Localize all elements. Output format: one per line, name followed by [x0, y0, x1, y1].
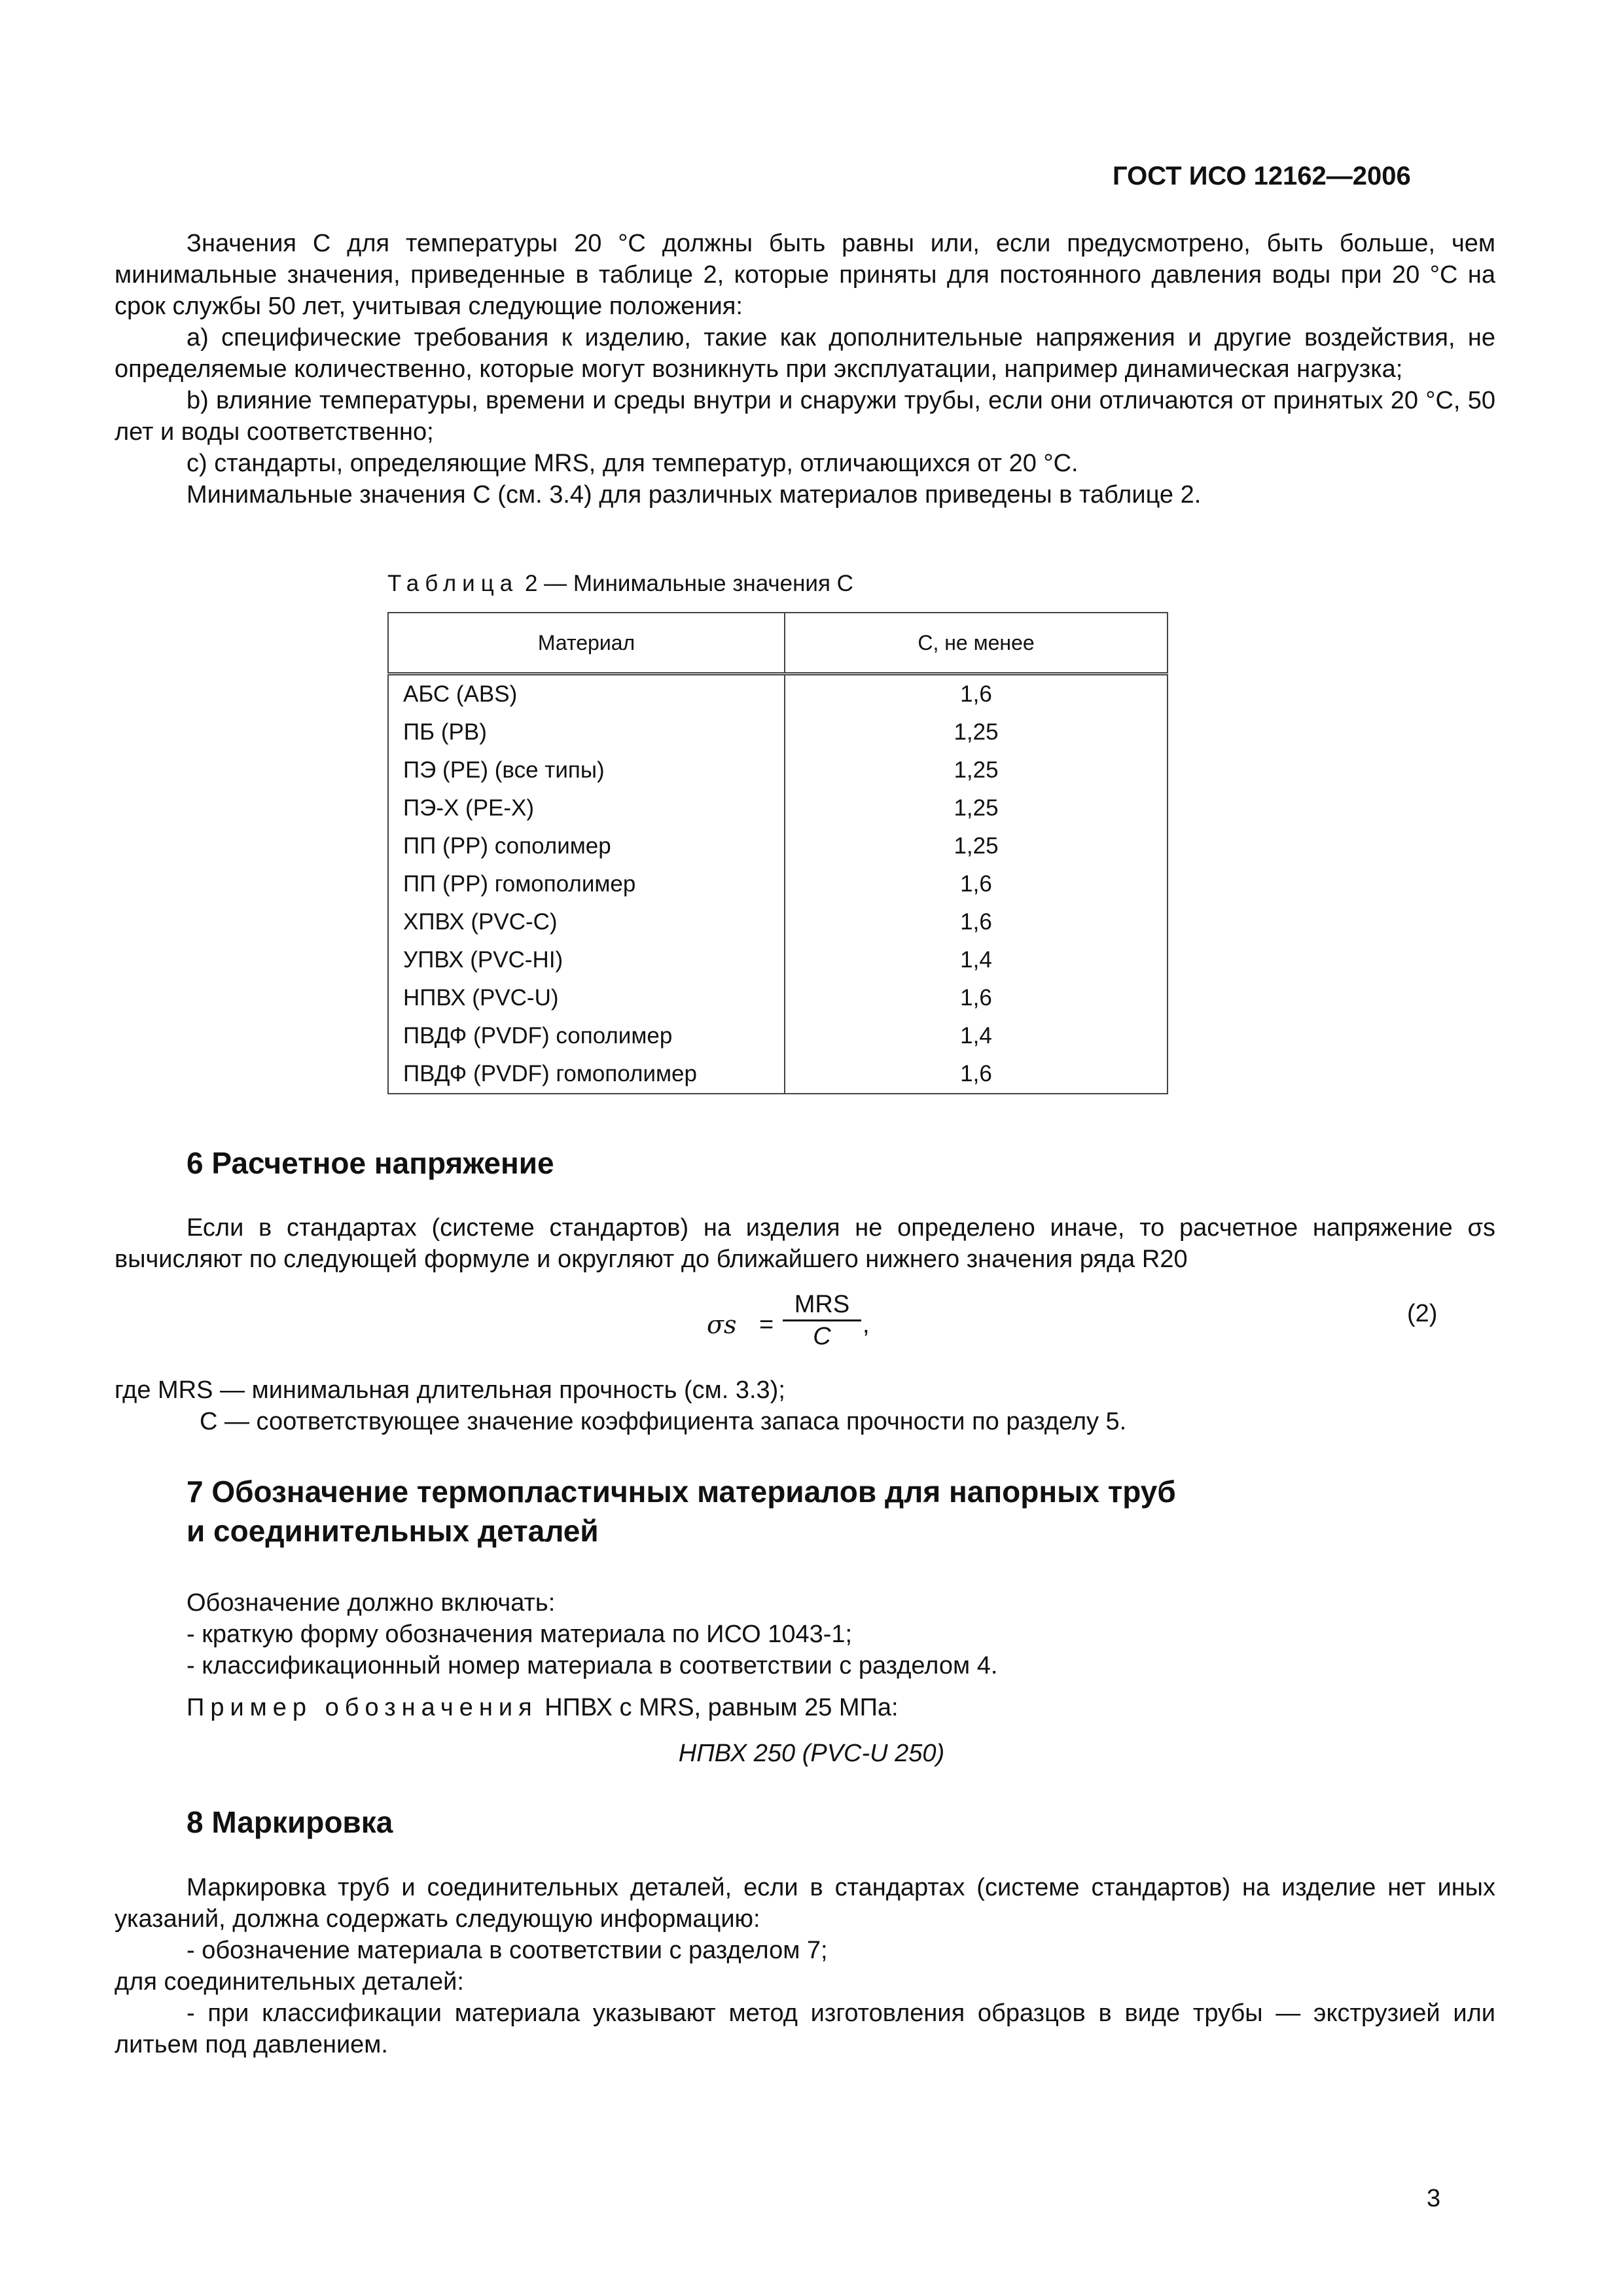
table-row	[388, 713, 1168, 751]
material-cell: ПП (PP) сополимер	[388, 827, 785, 865]
table-caption-text: 2 — Минимальные значения C	[524, 571, 853, 596]
c-value-cell: 1,25	[785, 827, 1168, 865]
table-row	[388, 1017, 1168, 1055]
section-6-paragraph: Если в стандартах (системе стандартов) на изделия не определено иначе, то расчетное напряжение σs вычисляют по следующей формуле и округляют до ближайшего нижнего значения ряда R20	[115, 1214, 1495, 1273]
section-7-text-block	[115, 1587, 1495, 1681]
table-row	[388, 979, 1168, 1017]
section-7-heading-line-1: 7 Обозначение термопластичных материалов для напорных труб	[187, 1475, 1176, 1509]
c-value-cell: 1,6	[785, 674, 1168, 714]
table-row	[388, 827, 1168, 865]
material-cell: ПЭ-X (PE-X)	[388, 789, 785, 827]
coefficient-table	[387, 612, 1168, 1094]
example-text: НПВХ с MRS, равным 25 МПа:	[544, 1694, 899, 1721]
formula-comma: ,	[863, 1311, 870, 1338]
material-cell: НПВХ (PVC-U)	[388, 979, 785, 1017]
legend-mrs: где MRS — минимальная длительная прочность (см. 3.3);	[115, 1376, 785, 1404]
material-cell: УПВХ (PVC-HI)	[388, 941, 785, 979]
material-cell: ПБ (PB)	[388, 713, 785, 751]
example-label: Пример обозначения	[187, 1694, 538, 1721]
formula-numerator: MRS	[783, 1289, 861, 1321]
table-body	[388, 674, 1168, 1094]
formula-denominator: C	[813, 1323, 831, 1350]
item-c: c) стандарты, определяющие MRS, для температур, отличающихся от 20 °C.	[187, 450, 1079, 477]
table-reference-paragraph: Минимальные значения C (см. 3.4) для различных материалов приведены в таблице 2.	[187, 481, 1202, 509]
section-7-line: - краткую форму обозначения материала по ИСО 1043-1;	[187, 1621, 853, 1648]
material-cell: ПВДФ (PVDF) гомополимер	[388, 1055, 785, 1094]
material-cell: ПВДФ (PVDF) сополимер	[388, 1017, 785, 1055]
c-value-cell: 1,6	[785, 979, 1168, 1017]
table-row	[388, 674, 1168, 714]
c-value-cell: 1,25	[785, 789, 1168, 827]
section-8-line: для соединительных деталей:	[115, 1968, 464, 1996]
item-b: b) влияние температуры, времени и среды внутри и снаружи трубы, если они отличаются от принятых 20 °C, 50 лет и воды соответственно;	[115, 387, 1495, 446]
formula-lhs: σs	[707, 1310, 737, 1339]
section-8-heading: 8 Маркировка	[187, 1805, 393, 1839]
c-value-cell: 1,4	[785, 941, 1168, 979]
table-row	[388, 789, 1168, 827]
section-8-line: - при классификации материала указывают метод изготовления образцов в виде трубы — экструзией или литьем под давлением.	[115, 2000, 1495, 2058]
item-a: a) специфические требования к изделию, такие как дополнительные напряжения и другие воздействия, не определяемые количественно, которые могут возникнуть при эксплуатации, например динамическая нагрузка;	[115, 324, 1495, 383]
table-header-row	[388, 613, 1168, 674]
intro-block	[115, 228, 1495, 511]
formula-fraction	[783, 1289, 861, 1352]
intro-paragraph: Значения C для температуры 20 °C должны быть равны или, если предусмотрено, быть больше, чем минимальные значения, приведенные в таблице 2, которые приняты для постоянного давления воды при 20 °C на срок службы 50 лет, учитывая следующие положения:	[115, 230, 1495, 320]
table-row	[388, 941, 1168, 979]
c-value-cell: 1,6	[785, 903, 1168, 941]
table-row	[388, 903, 1168, 941]
table-row	[388, 751, 1168, 789]
c-value-cell: 1,25	[785, 713, 1168, 751]
document-number: ГОСТ ИСО 12162—2006	[1113, 162, 1411, 190]
formula-legend	[115, 1374, 1495, 1437]
c-value-cell: 1,6	[785, 865, 1168, 903]
section-6-text-block	[115, 1212, 1495, 1275]
column-header-c: C, не менее	[785, 613, 1168, 674]
section-8-text-block	[115, 1872, 1495, 2060]
material-cell: АБС (ABS)	[388, 674, 785, 714]
section-8-line: - обозначение материала в соответствии с разделом 7;	[187, 1937, 828, 1964]
material-cell: ПП (PP) гомополимер	[388, 865, 785, 903]
section-7-line: Обозначение должно включать:	[187, 1589, 556, 1617]
c-value-cell: 1,25	[785, 751, 1168, 789]
page-number: 3	[1427, 2185, 1441, 2212]
formula-number: (2)	[1407, 1300, 1438, 1327]
c-value-cell: 1,4	[785, 1017, 1168, 1055]
legend-c: C — соответствующее значение коэффициента запаса прочности по разделу 5.	[200, 1408, 1127, 1435]
example-designation: НПВХ 250 (PVC-U 250)	[678, 1740, 945, 1767]
example-line	[115, 1692, 1495, 1723]
column-header-material: Материал	[388, 613, 785, 674]
table-caption-label: Таблица	[387, 571, 519, 596]
c-value-cell: 1,6	[785, 1055, 1168, 1094]
section-6-heading: 6 Расчетное напряжение	[187, 1146, 554, 1180]
material-cell: ХПВХ (PVC-C)	[388, 903, 785, 941]
section-8-paragraph: Маркировка труб и соединительных деталей, если в стандартах (системе стандартов) на изделие нет иных указаний, должна содержать следующую информацию:	[115, 1874, 1495, 1933]
section-7-heading-line-2: и соединительных деталей	[187, 1514, 599, 1548]
material-cell: ПЭ (PE) (все типы)	[388, 751, 785, 789]
section-7-line: - классификационный номер материала в соответствии с разделом 4.	[187, 1652, 998, 1679]
table-caption	[387, 568, 853, 600]
formula-equals: =	[759, 1311, 774, 1338]
table-row	[388, 865, 1168, 903]
table-row	[388, 1055, 1168, 1094]
